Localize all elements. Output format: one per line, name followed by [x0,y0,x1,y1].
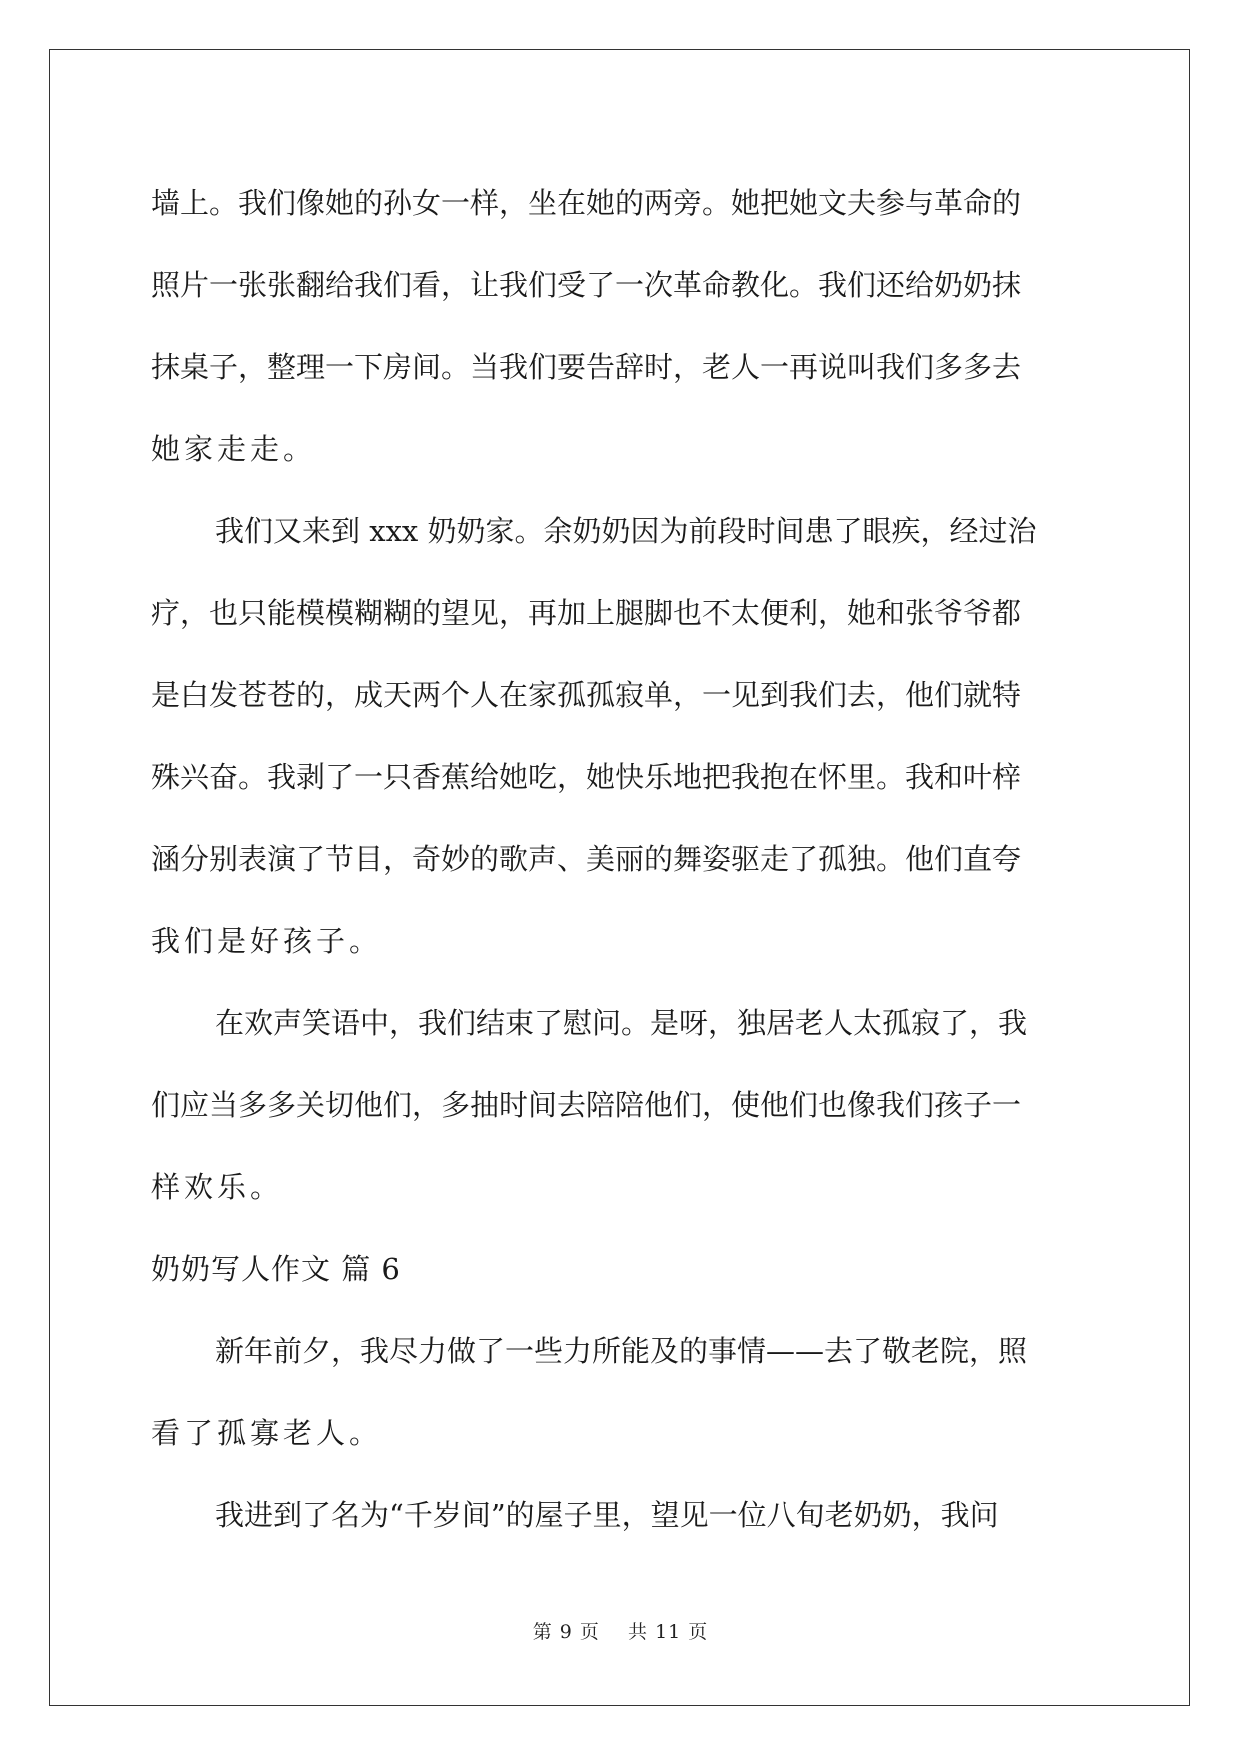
text-line: 在欢声笑语中，我们结束了慰问。是呀，独居老人太孤寂了，我 [215,1005,1028,1040]
text-line: 墙上。我们像她的孙女一样，坐在她的两旁。她把她文夫参与革命的 [151,185,1022,220]
text-line: 们应当多多关切他们，多抽时间去陪陪他们，使他们也像我们孩子一 [151,1087,1022,1122]
text-line: 抹桌子，整理一下房间。当我们要告辞时，老人一再说叫我们多多去 [151,349,1022,384]
text-line: 涵分别表演了节目，奇妙的歌声、美丽的舞姿驱走了孤独。他们直夸 [151,841,1022,876]
text-line: 我进到了名为“千岁间”的屋子里，望见一位八旬老奶奶，我问 [215,1497,999,1532]
text-line: 我们是好孩子。 [151,923,383,958]
page-number-label: 第 9 页 共 11 页 [532,1621,709,1643]
text-line: 看了孤寡老人。 [151,1415,383,1450]
text-line: 是白发苍苍的，成天两个人在家孤孤寂单，一见到我们去，他们就特 [151,677,1022,712]
text-line: 我们又来到 xxx 奶奶家。余奶奶因为前段时间患了眼疾，经过治 [215,513,1037,548]
section-heading: 奶奶写人作文 篇 6 [151,1251,401,1286]
text-line: 新年前夕，我尽力做了一些力所能及的事情——去了敬老院，照 [215,1333,1028,1368]
text-line: 她家走走。 [151,431,317,466]
text-line: 样欢乐。 [151,1169,284,1204]
page-footer [0,1617,1241,1644]
text-line: 照片一张张翻给我们看，让我们受了一次革命教化。我们还给奶奶抹 [151,267,1022,302]
text-line: 疗，也只能模模糊糊的望见，再加上腿脚也不太便利，她和张爷爷都 [151,595,1022,630]
text-line: 殊兴奋。我剥了一只香蕉给她吃，她快乐地把我抱在怀里。我和叶梓 [151,759,1022,794]
document-body [151,160,1091,1554]
